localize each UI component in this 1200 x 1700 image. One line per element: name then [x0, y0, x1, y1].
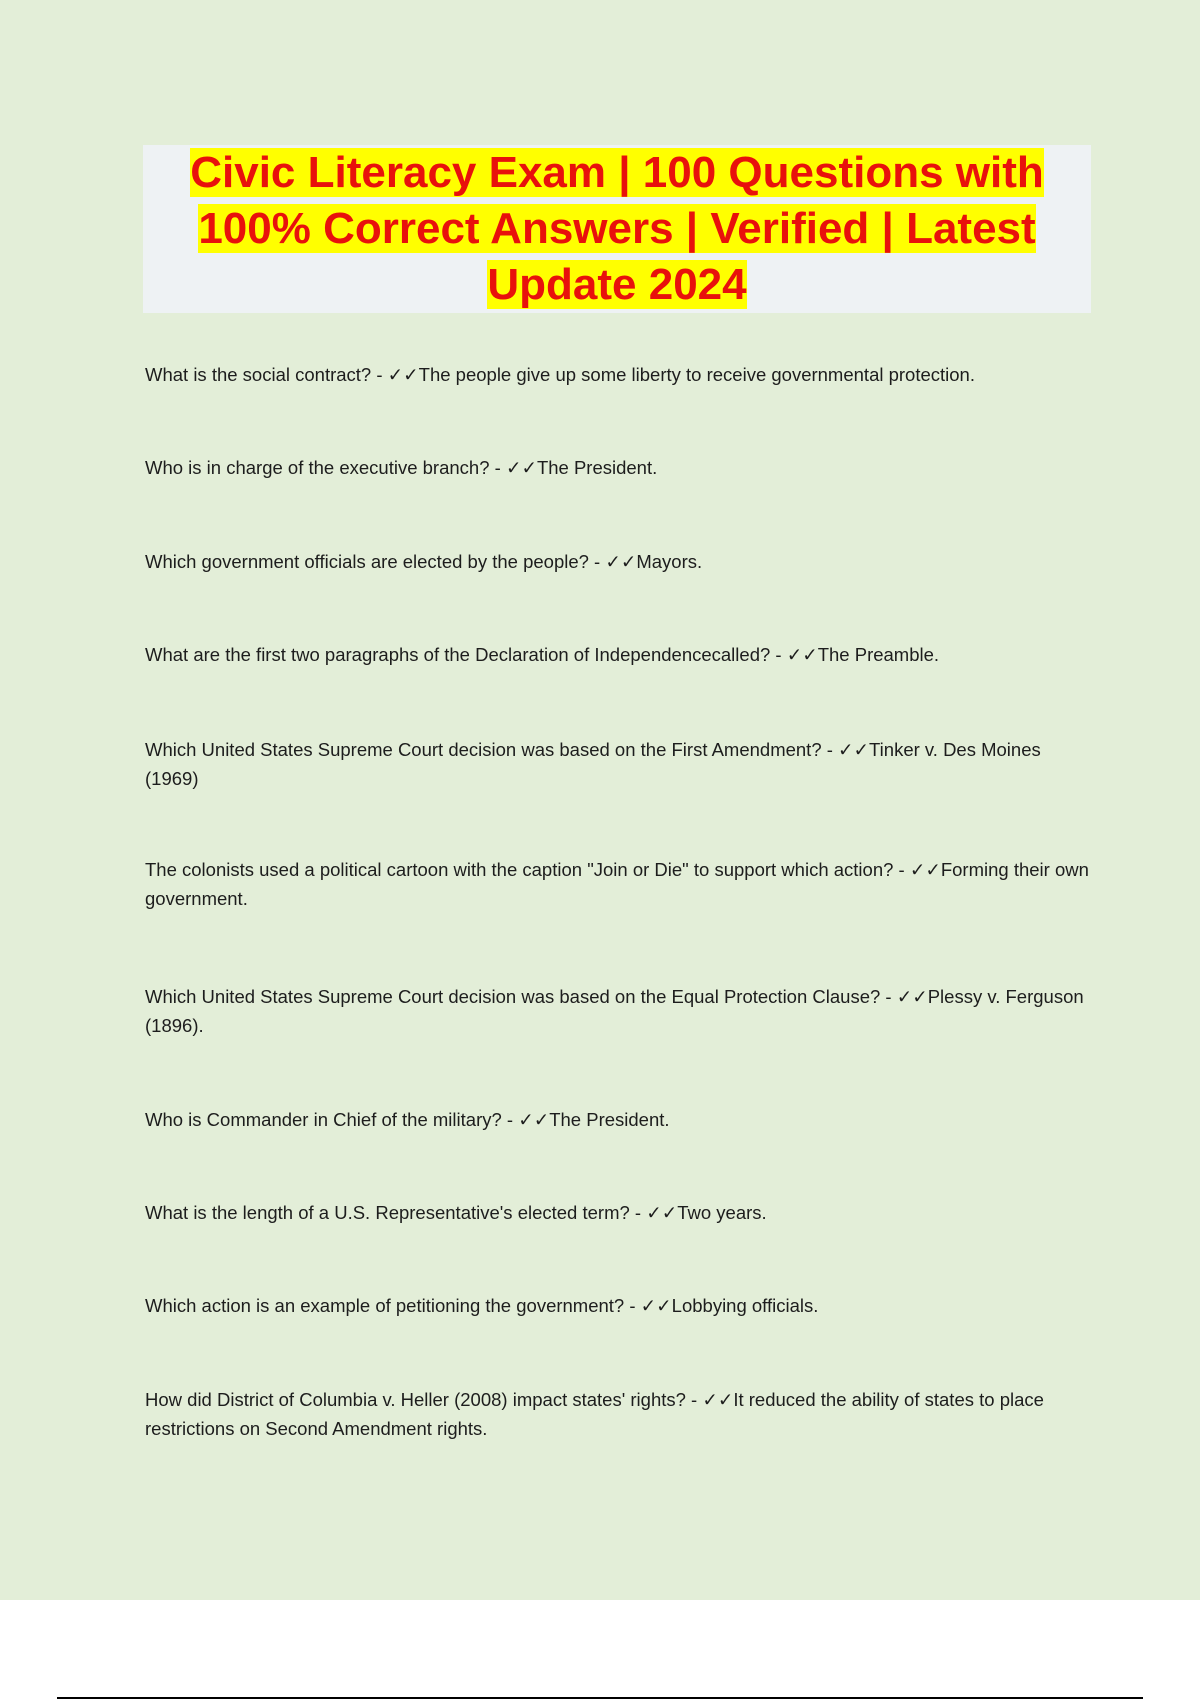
document-title — [143, 145, 1091, 313]
qa-item-11: How did District of Columbia v. Heller (2008) impact states' rights? - ✓✓It reduced the ability of states to place restrictions on Second Amendment rights. — [145, 1389, 1044, 1439]
qa-item-5: Which United States Supreme Court decision was based on the First Amendment? - ✓✓Tinker v. Des Moines (1969) — [145, 739, 1041, 789]
qa-item-10: Which action is an example of petitioning the government? - ✓✓Lobbying officials. — [145, 1295, 819, 1316]
qa-item-8: Who is Commander in Chief of the military? - ✓✓The President. — [145, 1109, 670, 1130]
title-line-3: Update 2024 — [487, 260, 747, 309]
qa-item-9: What is the length of a U.S. Representative's elected term? - ✓✓Two years. — [145, 1202, 767, 1223]
qa-item-2: Who is in charge of the executive branch? - ✓✓The President. — [145, 457, 658, 478]
qa-item-7: Which United States Supreme Court decision was based on the Equal Protection Clause? - ✓✓Plessy v. Ferguson (1896). — [145, 986, 1084, 1036]
qa-item-3: Which government officials are elected by the people? - ✓✓Mayors. — [145, 551, 703, 572]
title-line-2: 100% Correct Answers | Verified | Latest — [198, 204, 1036, 253]
qa-item-6: The colonists used a political cartoon with the caption "Join or Die" to support which action? - ✓✓Forming their own government. — [145, 859, 1089, 909]
title-line-1: Civic Literacy Exam | 100 Questions with — [190, 148, 1044, 197]
title-block — [143, 145, 1091, 313]
qa-item-1: What is the social contract? - ✓✓The people give up some liberty to receive governmental protection. — [145, 364, 975, 385]
qa-item-4: What are the first two paragraphs of the Declaration of Independencecalled? - ✓✓The Preamble. — [145, 644, 940, 665]
footer-rule — [57, 1697, 1143, 1699]
